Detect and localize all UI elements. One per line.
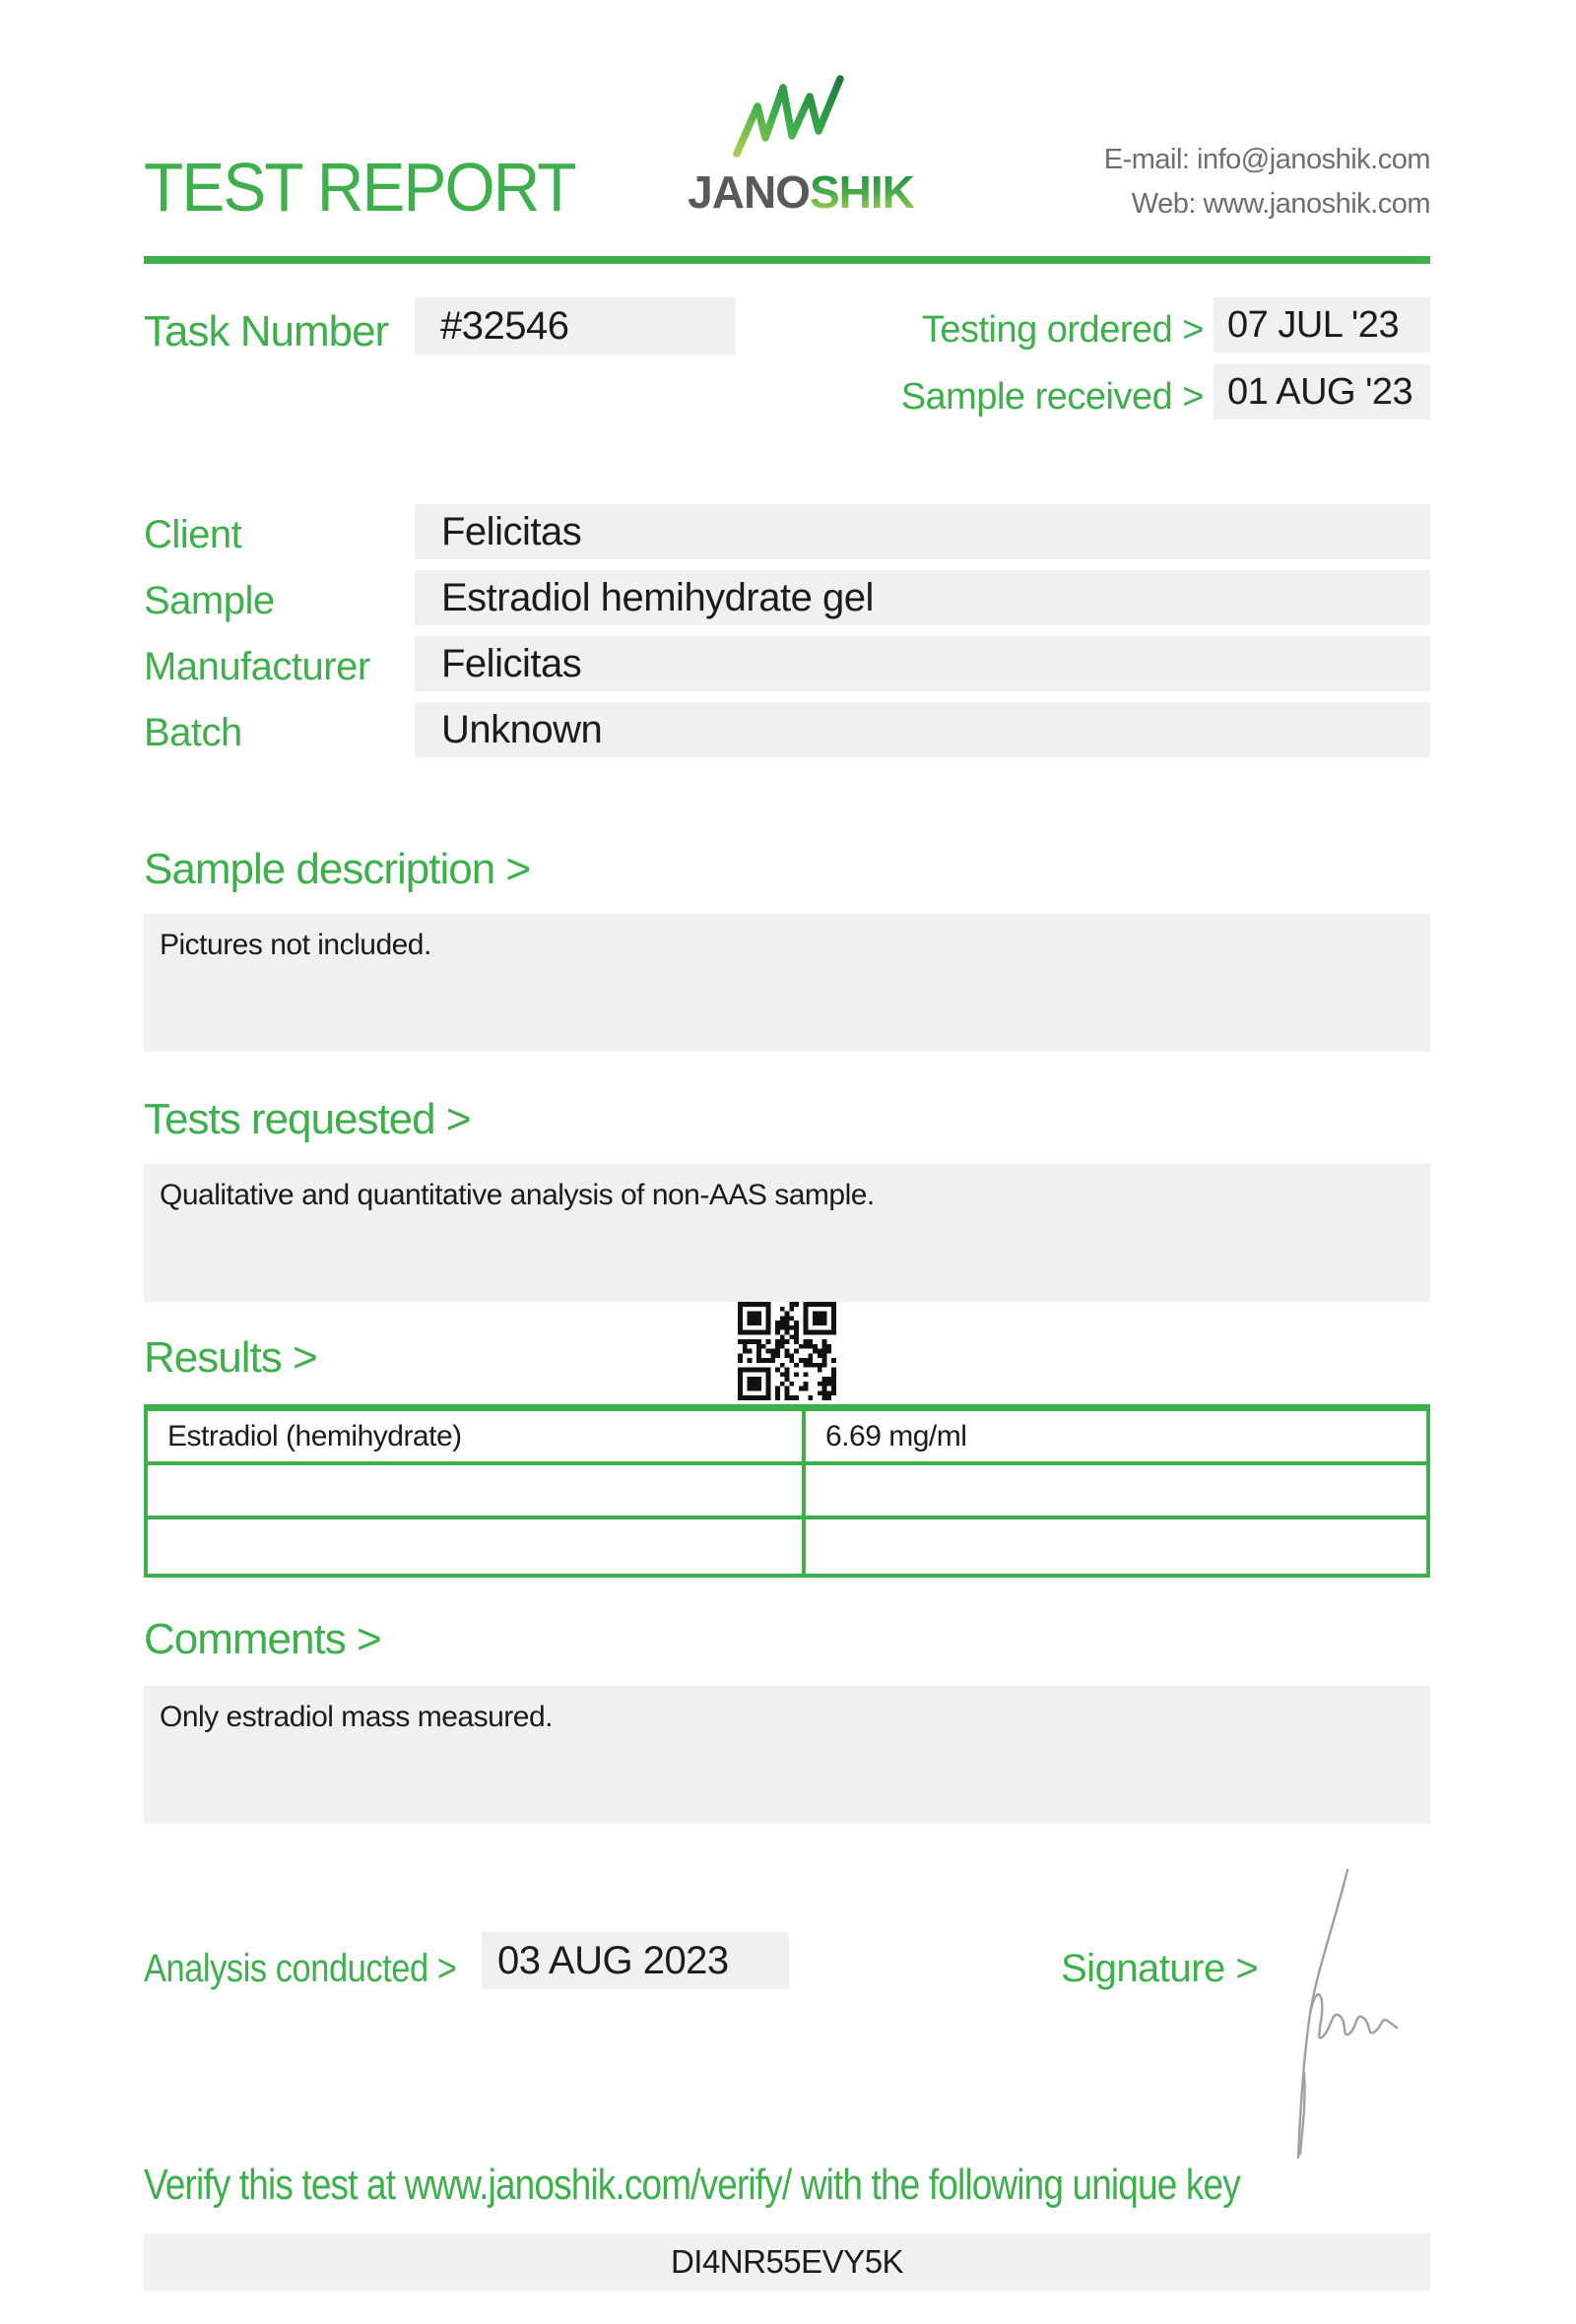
sample-label: Sample xyxy=(144,579,275,622)
client-value: Felicitas xyxy=(415,504,1430,559)
tests-requested-body: Qualitative and quantitative analysis of non-AAS sample. xyxy=(144,1164,1430,1302)
results-cell-result: 6.69 mg/ml xyxy=(806,1411,1426,1465)
header-divider xyxy=(144,256,1430,264)
manufacturer-label: Manufacturer xyxy=(144,645,370,688)
brand-jano: JANO xyxy=(688,166,810,218)
results-heading: Results > xyxy=(144,1333,317,1382)
brand-wordmark xyxy=(678,165,924,219)
page-title: TEST REPORT xyxy=(144,149,575,226)
analysis-conducted-label: Analysis conducted > xyxy=(144,1947,457,1990)
results-table xyxy=(144,1404,1430,1578)
results-cell-analyte xyxy=(148,1465,806,1519)
task-number-label: Task Number xyxy=(144,307,389,355)
signature-image xyxy=(1261,1866,1428,2162)
tests-requested-heading: Tests requested > xyxy=(144,1095,471,1143)
testing-ordered-value: 07 JUL '23 xyxy=(1214,297,1430,353)
qr-code xyxy=(738,1302,836,1400)
batch-label: Batch xyxy=(144,711,242,754)
verify-text: Verify this test at www.janoshik.com/verify/ with the following unique key xyxy=(144,2161,1240,2209)
sample-description-body: Pictures not included. xyxy=(144,914,1430,1052)
comments-body: Only estradiol mass measured. xyxy=(144,1686,1430,1824)
comments-heading: Comments > xyxy=(144,1615,381,1663)
unique-key-value: DI4NR55EVY5K xyxy=(144,2233,1430,2291)
manufacturer-value: Felicitas xyxy=(415,636,1430,691)
contact-block xyxy=(985,138,1430,226)
results-cell-result xyxy=(806,1519,1426,1574)
brand-chart-icon xyxy=(729,75,853,163)
sample-received-label: Sample received > xyxy=(900,376,1204,418)
signature-label: Signature > xyxy=(1061,1947,1259,1990)
sample-value: Estradiol hemihydrate gel xyxy=(415,570,1430,625)
task-number-value: #32546 xyxy=(415,297,736,355)
results-cell-analyte xyxy=(148,1519,806,1574)
results-cell-result xyxy=(806,1465,1426,1519)
sample-received-value: 01 AUG '23 xyxy=(1214,364,1430,420)
brand-shik: SHIK xyxy=(809,166,914,218)
contact-email: E-mail: info@janoshik.com xyxy=(1103,144,1430,175)
client-label: Client xyxy=(144,513,242,556)
analysis-conducted-value: 03 AUG 2023 xyxy=(482,1932,789,1989)
batch-value: Unknown xyxy=(415,702,1430,757)
sample-description-heading: Sample description > xyxy=(144,845,531,893)
results-cell-analyte: Estradiol (hemihydrate) xyxy=(148,1411,806,1465)
testing-ordered-label: Testing ordered > xyxy=(921,309,1204,351)
contact-web: Web: www.janoshik.com xyxy=(1131,188,1430,220)
